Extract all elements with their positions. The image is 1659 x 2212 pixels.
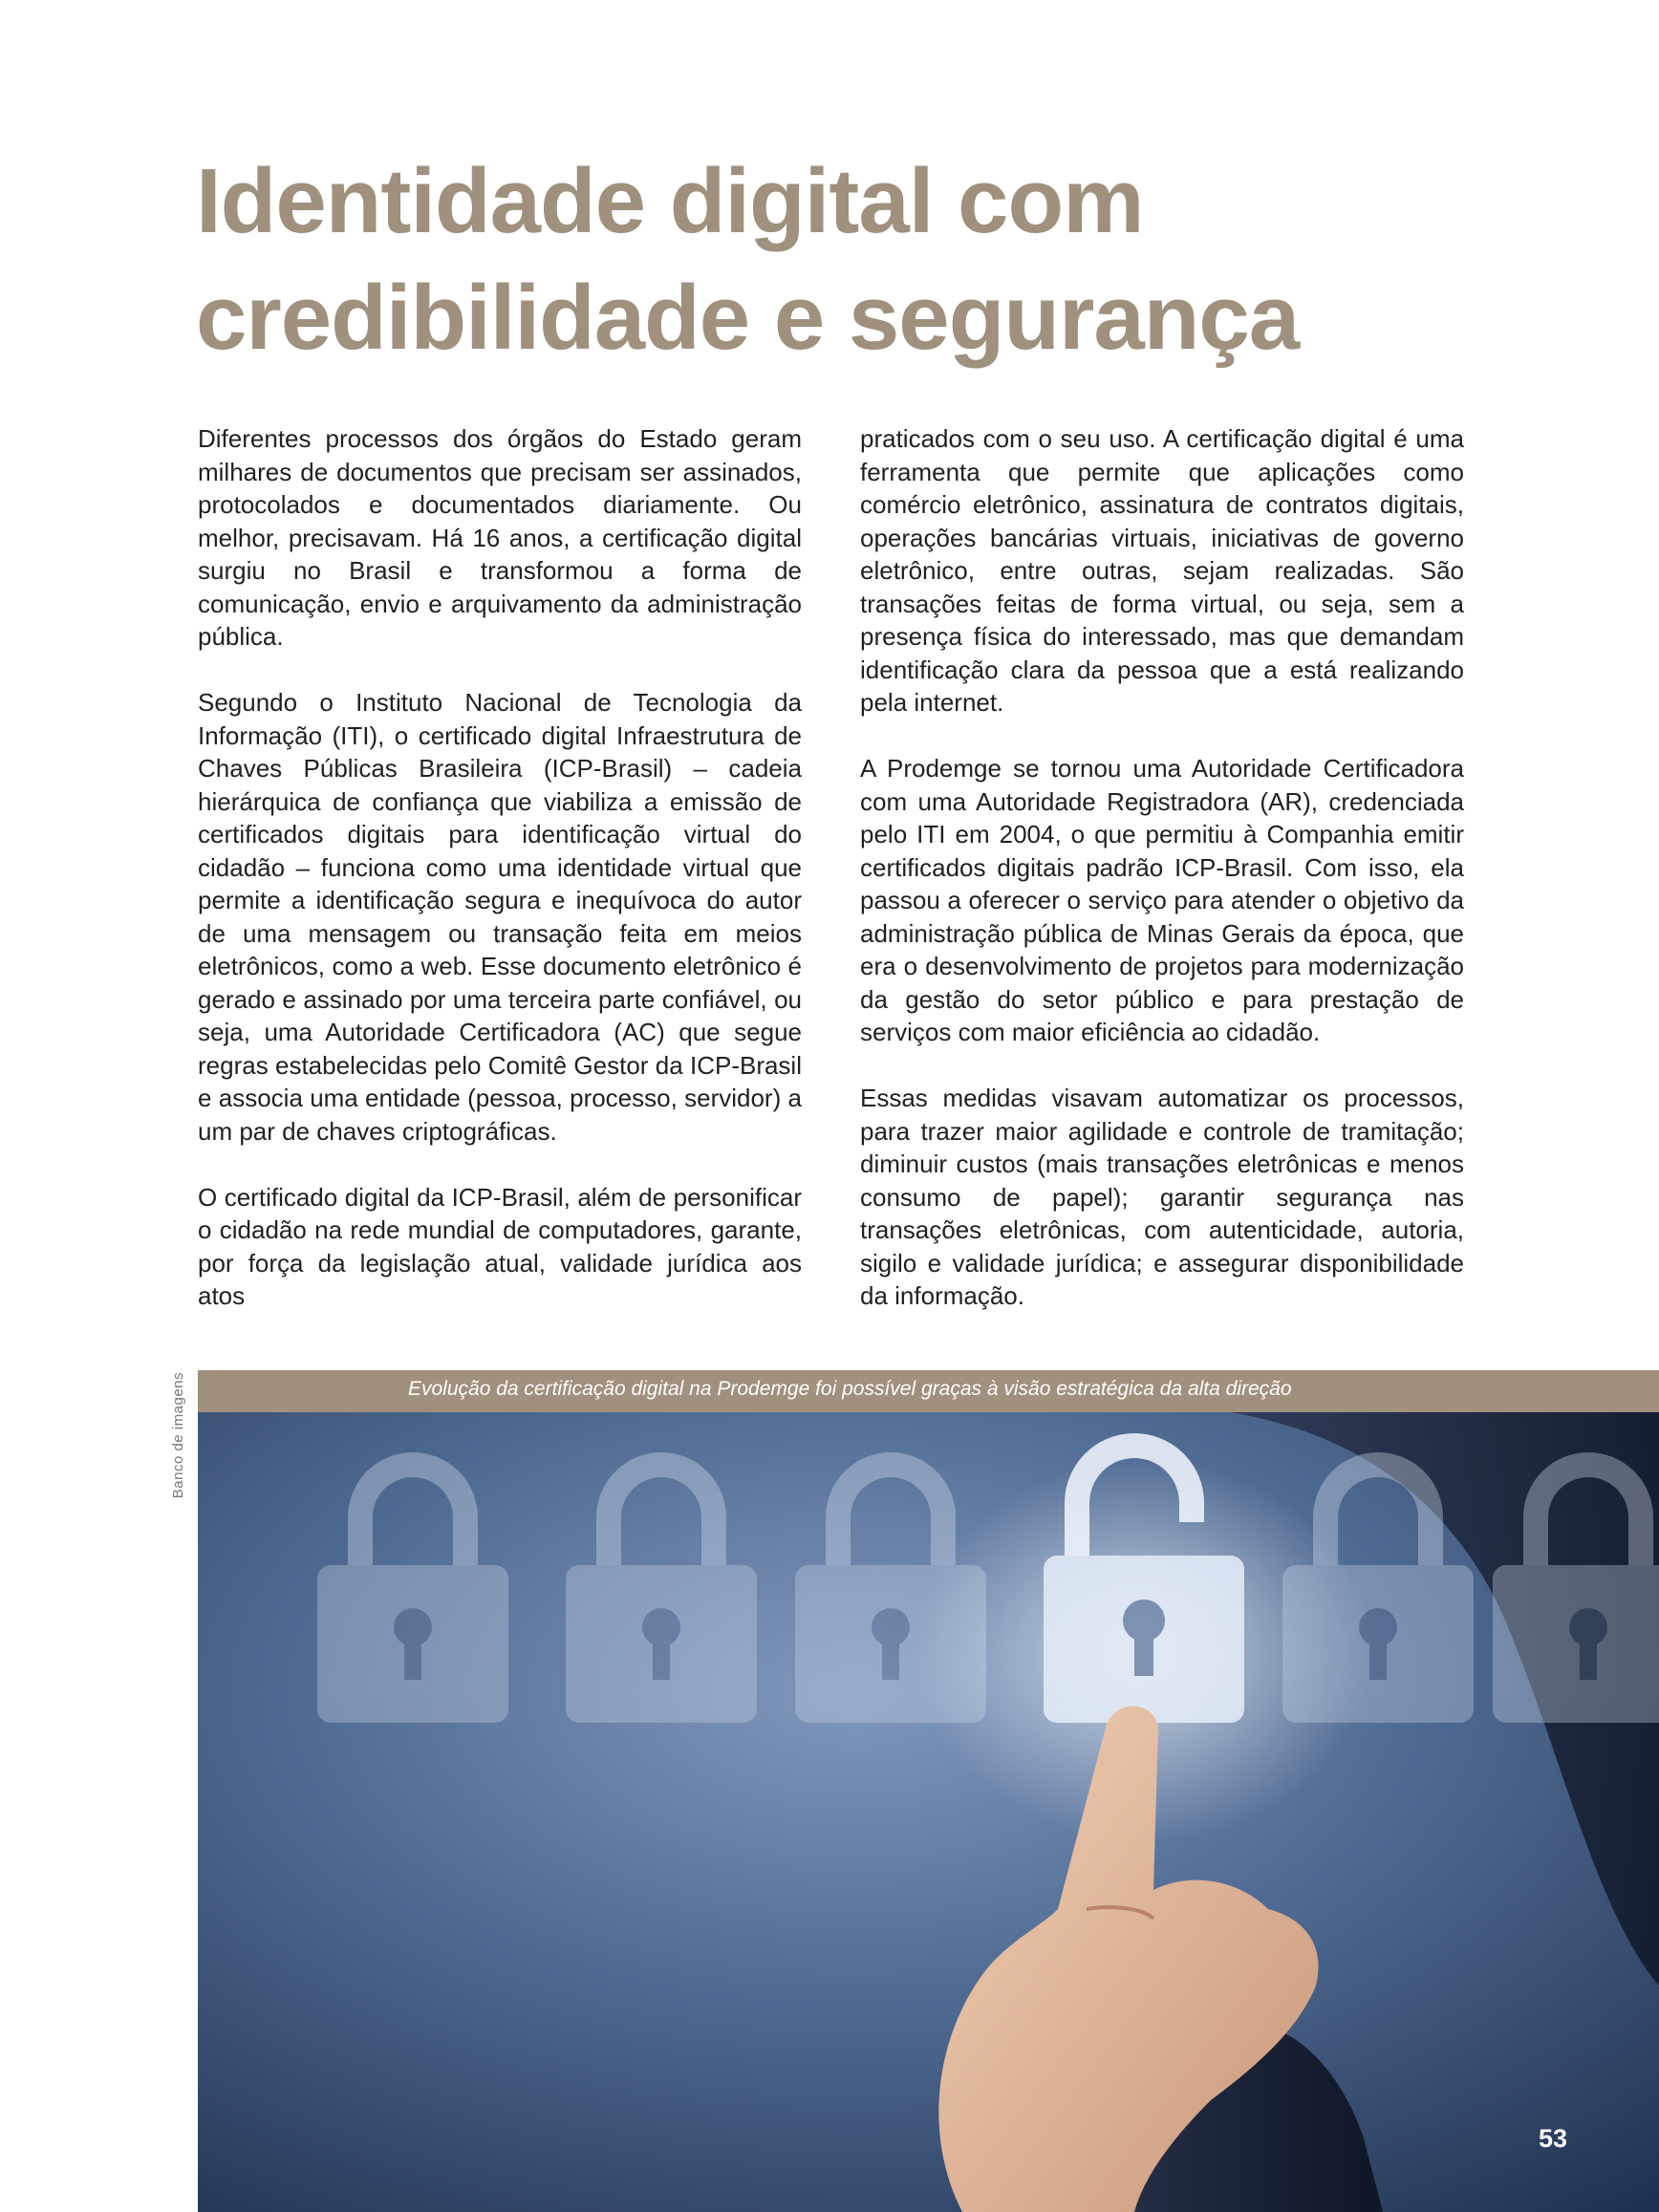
- paragraph: Diferentes processos dos órgãos do Estado geram milhares de documentos que precisam ser assinados, protocolados e documentados diariamente. Ou melhor, precisavam. Há 16 anos, a certificação digital surgiu no Brasil e transformou a forma de comunicação, envio e arquivamento da administração pública.: [198, 424, 802, 651]
- page-title: [196, 143, 1486, 376]
- paragraph: O certificado digital da ICP-Brasil, além de personificar o cidadão na rede mundial de computadores, garante, por força da legislação atual, validade jurídica aos atos: [198, 1182, 802, 1310]
- page-number: 53: [1539, 2124, 1568, 2153]
- photo-caption: Evolução da certificação digital na Prodemge foi possível graças à visão estratégica da alta direção: [408, 1378, 1292, 1400]
- paragraph: A Prodemge se tornou uma Autoridade Certificadora com uma Autoridade Registradora (AR), credenciada pelo ITI em 2004, o que permitiu à Companhia emitir certificados digitais padrão ICP-Brasil. Com isso, ela passou a oferecer o serviço para atender o objetivo da administração pública de Minas Gerais da época, que era o desenvolvimento de projetos para modernização da gestão do setor público e para prestação de serviços com maior eficiência ao cidadão.: [860, 754, 1464, 1046]
- page-title-line-1: Identidade digital com: [196, 150, 1144, 252]
- padlocks-illustration: [198, 1412, 1659, 2212]
- paragraph: Essas medidas visavam automatizar os processos, para trazer maior agilidade e controle de tramitação; diminuir custos (mais transações eletrônicas e menos consumo de papel); garantir segurança nas transações eletrônicas, com autenticidade, autoria, sigilo e validade jurídica; e assegurar disponibilidade da informação.: [860, 1084, 1464, 1310]
- caption-bar: [198, 1370, 1659, 1412]
- paragraph: Segundo o Instituto Nacional de Tecnologia da Informação (ITI), o certificado digital Infraestrutura de Chaves Públicas Brasileira (ICP-Brasil) – cadeia hierárquica de confiança que viabiliza a emissão de certificados digitais para identificação virtual do cidadão – funciona como uma identidade virtual que permite a identificação segura e inequívoca do autor de uma mensagem ou transação feita em meios eletrônicos, como a web. Esse documento eletrônico é gerado e assinado por uma terceira parte confiável, ou seja, uma Autoridade Certificadora (AC) que segue regras estabelecidas pelo Comitê Gestor da ICP-Brasil e associa uma entidade (pessoa, processo, servidor) a um par de chaves criptográficas.: [198, 688, 802, 1146]
- padlocks-photo: [198, 1412, 1659, 2212]
- photo-credit: Banco de imagens: [170, 1372, 186, 1499]
- text-column-left: [198, 422, 802, 1345]
- text-column-right: [860, 422, 1464, 1345]
- page-title-line-2: credibilidade e segurança: [196, 267, 1300, 369]
- paragraph: praticados com o seu uso. A certificação digital é uma ferramenta que permite que aplicações como comércio eletrônico, assinatura de contratos digitais, operações bancárias virtuais, iniciativas de governo eletrônico, entre outras, sejam realizadas. São transações feitas de forma virtual, ou seja, sem a presença física do interessado, mas que demandam identificação clara da pessoa que a está realizando pela internet.: [860, 424, 1464, 717]
